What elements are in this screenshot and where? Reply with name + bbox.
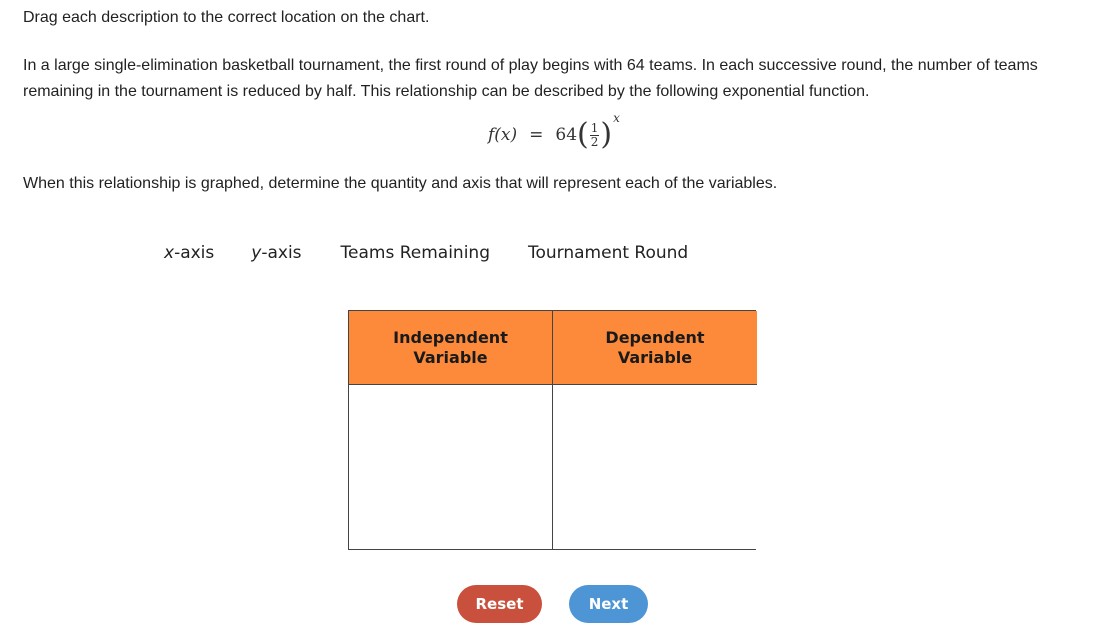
- formula-fraction: [590, 122, 600, 149]
- problem-text: In a large single-elimination basketball tournament, the first round of play begins with 64 teams. In each successive round, the number of teams remaining in the tournament is reduced by half. This relationship can be described by the following exponential function.: [23, 57, 1038, 100]
- draggable-y-axis[interactable]: [251, 242, 301, 264]
- y-axis-suffix: -axis: [261, 243, 302, 263]
- x-axis-letter: x: [164, 243, 175, 263]
- dependent-variable-header: [553, 311, 757, 385]
- reset-button[interactable]: Reset: [457, 585, 542, 623]
- next-button[interactable]: Next: [569, 585, 648, 623]
- draggable-tournament-round[interactable]: Tournament Round: [528, 243, 689, 263]
- formula-coefficient: 64: [555, 125, 578, 145]
- independent-header-line2: Variable: [413, 347, 488, 367]
- formula-lhs: f(x): [488, 125, 518, 145]
- question-text: When this relationship is graphed, determine the quantity and axis that will represent each of the variables.: [23, 175, 778, 192]
- draggable-x-axis[interactable]: [164, 242, 214, 264]
- fraction-denominator: 2: [590, 134, 599, 149]
- formula-equals: =: [529, 125, 544, 145]
- dependent-drop-zone[interactable]: [553, 385, 757, 549]
- dependent-header-line2: Variable: [617, 347, 693, 367]
- y-axis-letter: y: [251, 243, 262, 263]
- independent-header-line1: Independent: [393, 327, 508, 347]
- x-axis-suffix: -axis: [174, 243, 215, 263]
- independent-drop-zone[interactable]: [349, 385, 553, 549]
- variable-drop-table: [348, 310, 756, 550]
- left-paren: (: [577, 117, 589, 152]
- independent-variable-header: [349, 311, 553, 385]
- dependent-header-line1: Dependent: [605, 327, 705, 347]
- draggable-teams-remaining[interactable]: Teams Remaining: [340, 243, 490, 263]
- formula-exponent: x: [613, 111, 620, 125]
- draggable-tiles: [164, 242, 688, 264]
- right-paren: ): [600, 117, 613, 152]
- fraction-numerator: 1: [590, 120, 599, 135]
- exponential-formula: [488, 113, 620, 157]
- instruction-text: Drag each description to the correct location on the chart.: [23, 9, 430, 26]
